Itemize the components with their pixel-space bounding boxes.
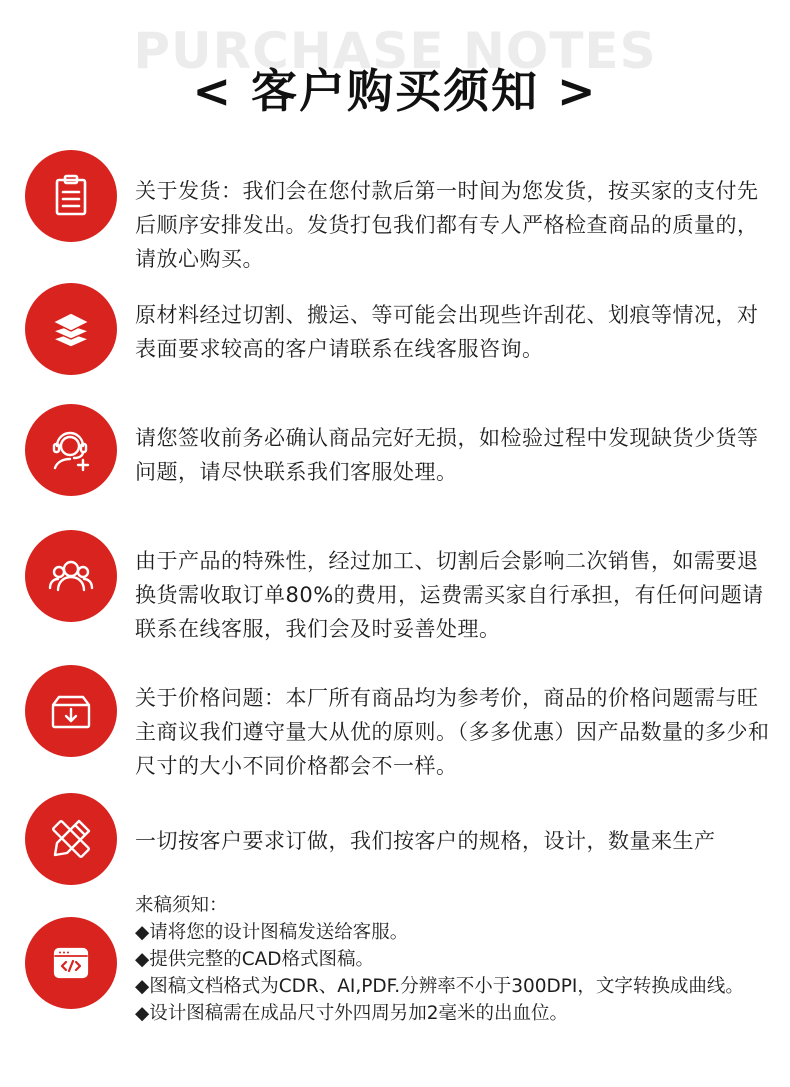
download-box-icon (25, 665, 117, 757)
notice-text: 关于价格问题：本厂所有商品均为参考价，商品的价格问题需与旺主商议我们遵守量大从优的原则。（多多优惠）因产品数量的多少和尺寸的大小不同价格都会不一样。 (135, 686, 770, 778)
pencil-ruler-icon (25, 793, 117, 885)
layers-icon (25, 283, 117, 375)
notes-line: ◆设计图稿需在成品尺寸外四周另加2毫米的出血位。 (135, 1003, 568, 1024)
notes-line: ◆请将您的设计图稿发送给客服。 (135, 922, 409, 943)
notice-text: 关于发货：我们会在您付款后第一时间为您发货，按买家的支付先后顺序安排发出。发货打包我们都有专人严格检查商品的质量的，请放心购买。 (135, 179, 759, 271)
notice-text: 一切按客户要求订做，我们按客户的规格，设计，数量来生产 (135, 829, 716, 853)
notice-text: 原材料经过切割、搬运、等可能会出现些许刮花、划痕等情况，对表面要求较高的客户请联系在线客服咨询。 (135, 303, 759, 361)
notice-text: 由于产品的特殊性，经过加工、切割后会影响二次销售，如需要退换货需收取订单80%的费用，运费需买家自行承担，有任何问题请联系在线客服，我们会及时妥善处理。 (135, 549, 764, 641)
users-icon (25, 530, 117, 622)
page-title: < 客户购买须知 > (192, 64, 598, 118)
notice-text: 请您签收前务必确认商品完好无损，如检验过程中发现缺货少货等问题，请尽快联系我们客服处理。 (135, 426, 759, 484)
clipboard-icon (25, 150, 117, 242)
submission-notes (135, 892, 785, 1027)
page-header (0, 0, 790, 120)
customer-service-icon (25, 404, 117, 496)
header-watermark: PURCHASE NOTES (133, 22, 657, 80)
notes-line: ◆图稿文档格式为CDR、AI,PDF.分辨率不小于300DPI，文字转换成曲线。 (135, 976, 744, 997)
notes-line: ◆提供完整的CAD格式图稿。 (135, 949, 375, 970)
code-window-icon (25, 917, 117, 1009)
notes-heading: 来稿须知： (135, 895, 228, 916)
